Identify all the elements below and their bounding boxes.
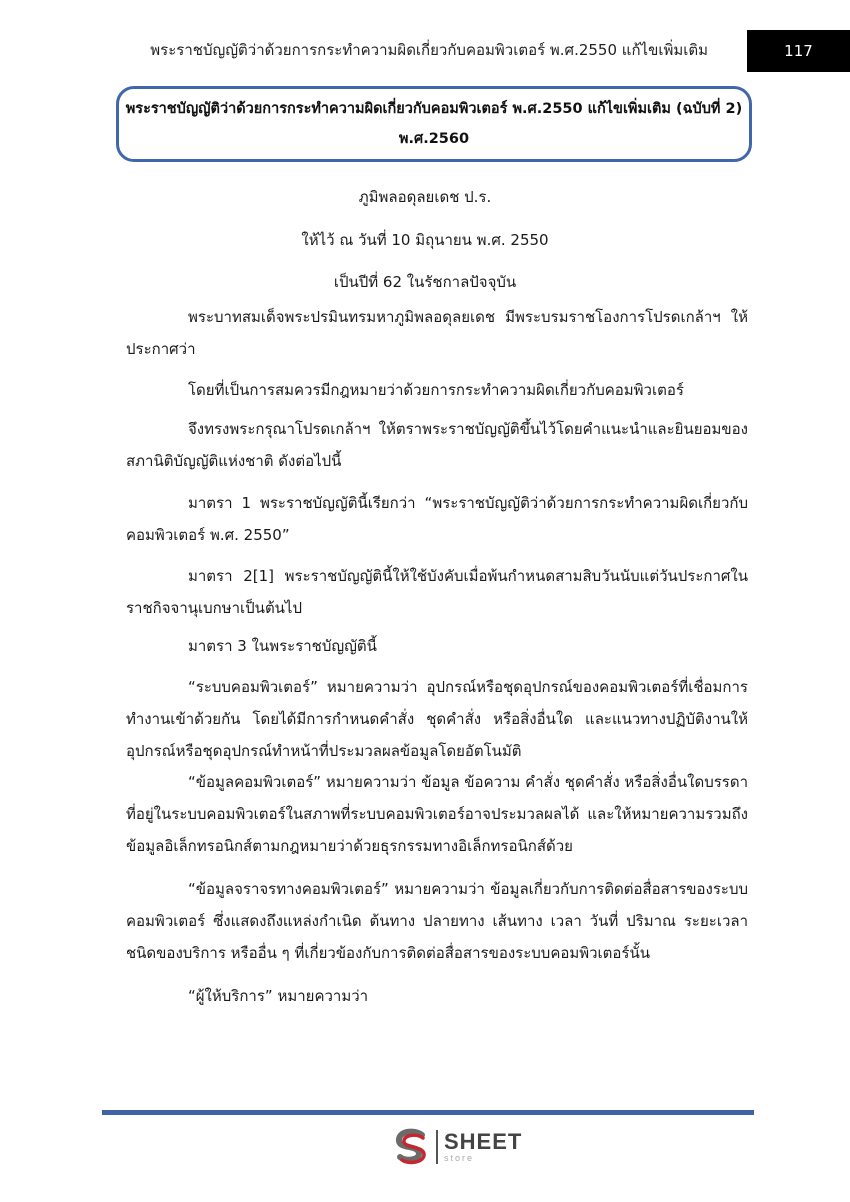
- section-1: [126, 487, 748, 551]
- definition-traffic-data: [126, 873, 748, 969]
- definition-computer-data: [126, 766, 748, 862]
- paragraph-text: มาตรา 2[1] พระราชบัญญัตินี้ให้ใช้บังคับเมื่อพ้นกำหนดสามสิบวันนับแต่วันประกาศในราชกิจจานุเบกษาเป็นต้นไป: [126, 567, 748, 617]
- given-date: ให้ไว้ ณ วันที่ 10 มิถุนายน พ.ศ. 2550: [301, 231, 549, 249]
- document-title-box: [116, 86, 752, 162]
- paragraph-text: โดยที่เป็นการสมควรมีกฎหมายว่าด้วยการกระทำความผิดเกี่ยวกับคอมพิวเตอร์: [188, 381, 684, 399]
- logo-divider: [436, 1130, 438, 1164]
- paragraph-text: พระบาทสมเด็จพระปรมินทรมหาภูมิพลอดุลยเดช มีพระบรมราชโองการโปรดเกล้าฯ ให้ประกาศว่า: [126, 308, 748, 358]
- document-title-line-2: พ.ศ.2560: [398, 131, 470, 147]
- footer-rule: [102, 1110, 754, 1115]
- logo-brand-word: SHEET: [444, 1129, 523, 1154]
- logo-s-icon: [392, 1127, 432, 1167]
- paragraph-proclamation: [126, 301, 748, 365]
- paragraph-whereas: [126, 374, 748, 406]
- logo-text: [444, 1131, 522, 1163]
- page-number: 117: [747, 30, 850, 72]
- paragraph-text: “ระบบคอมพิวเตอร์” หมายความว่า อุปกรณ์หรือชุดอุปกรณ์ของคอมพิวเตอร์ที่เชื่อมการทำงานเข้าด้วยกัน โดยได้มีการกำหนดคำสั่ง ชุดคำสั่ง หรือสิ่งอื่นใด และแนวทางปฏิบัติงานให้อุปกรณ์หรือชุดอุปกรณ์ทำหน้าที่ประมวลผลข้อมูลโดยอัตโนมัติ: [126, 678, 748, 760]
- royal-signer: ภูมิพลอดุลยเดช ป.ร.: [358, 188, 492, 206]
- section-3: [126, 630, 748, 662]
- paragraph-text: จึงทรงพระกรุณาโปรดเกล้าฯ ให้ตราพระราชบัญญัติขึ้นไว้โดยคำแนะนำและยินยอมของสภานิติบัญญัติแห่งชาติ ดังต่อไปนี้: [126, 420, 748, 470]
- paragraph-enactment: [126, 413, 748, 477]
- document-title-line-1: พระราชบัญญัติว่าด้วยการกระทำความผิดเกี่ยวกับคอมพิวเตอร์ พ.ศ.2550 แก้ไขเพิ่มเติม (ฉบับที่ 2): [125, 101, 743, 117]
- sheet-store-logo: [392, 1124, 522, 1170]
- paragraph-text: “ผู้ให้บริการ” หมายความว่า: [188, 987, 369, 1005]
- running-header: พระราชบัญญัติว่าด้วยการกระทำความผิดเกี่ยวกับคอมพิวเตอร์ พ.ศ.2550 แก้ไขเพิ่มเติม: [150, 41, 708, 59]
- paragraph-text: มาตรา 3 ในพระราชบัญญัตินี้: [188, 637, 377, 655]
- paragraph-text: มาตรา 1 พระราชบัญญัตินี้เรียกว่า “พระราชบัญญัติว่าด้วยการกระทำความผิดเกี่ยวกับคอมพิวเตอร์ พ.ศ. 2550”: [126, 494, 748, 544]
- definition-computer-system: [126, 671, 748, 767]
- paragraph-text: “ข้อมูลจราจรทางคอมพิวเตอร์” หมายความว่า ข้อมูลเกี่ยวกับการติดต่อสื่อสารของระบบคอมพิวเตอร์ ซึ่งแสดงถึงแหล่งกำเนิด ต้นทาง ปลายทาง เส้นทาง เวลา วันที่ ปริมาณ ระยะเวลา ชนิดของบริการ หรืออื่น ๆ ที่เกี่ยวข้องกับการติดต่อสื่อสารของระบบคอมพิวเตอร์นั้น: [126, 880, 748, 962]
- section-2: [126, 560, 748, 624]
- reign-year: เป็นปีที่ 62 ในรัชกาลปัจจุบัน: [333, 273, 517, 291]
- definition-service-provider: [126, 980, 748, 1012]
- logo-brand-sub: store: [444, 1153, 475, 1163]
- paragraph-text: “ข้อมูลคอมพิวเตอร์” หมายความว่า ข้อมูล ข้อความ คำสั่ง ชุดคำสั่ง หรือสิ่งอื่นใดบรรดาที่อยู่ในระบบคอมพิวเตอร์ในสภาพที่ระบบคอมพิวเตอร์อาจประมวลผลได้ และให้หมายความรวมถึงข้อมูลอิเล็กทรอนิกส์ตามกฎหมายว่าด้วยธุรกรรมทางอิเล็กทรอนิกส์ด้วย: [126, 773, 748, 855]
